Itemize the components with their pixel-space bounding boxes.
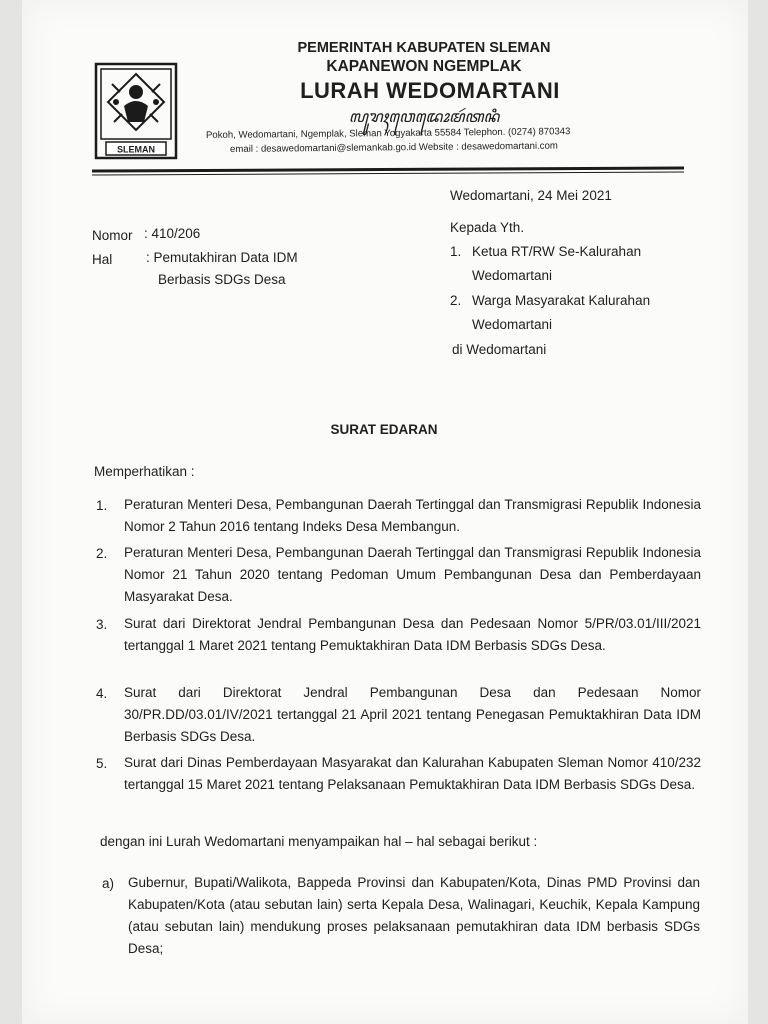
recipient-1-line2: Wedomartani [472,268,553,283]
recipient-2-line1: Warga Masyarakat Kalurahan [472,293,651,308]
nomor-value: : 410/206 [144,226,201,241]
recipient-1-line1: Ketua RT/RW Se-Kalurahan [472,244,642,259]
logo-label: SLEMAN [117,144,155,155]
office-contact: email : desawedomartani@slemankab.go.id Website : desawedomartani.com [229,140,558,155]
hal-value-line1: : Pemutakhiran Data IDM [146,250,298,265]
hal-label: Hal [92,252,113,267]
consideration-5-text: Surat dari Dinas Pemberdayaan Masyarakat dan Kalurahan Kabupaten Sleman Nomor 410/232 tertanggal 15 Maret 2021 tentang Pelaksanaan Pemuktakhiran Data IDM Berbasis SDGs Desa. [124,755,701,792]
consideration-1-num: 1. [96,498,108,513]
gov-line-2: KAPANEWON NGEMPLAK [326,58,522,75]
consideration-2-text: Peraturan Menteri Desa, Pembangunan Daerah Tertinggal dan Transmigrasi Republik Indonesia Nomor 21 Tahun 2020 tentang Pedoman Umum Pembangunan Desa dan Pemberdayaan Masyarakat Desa. [124,545,701,604]
office-address: Pokoh, Wedomartani, Ngemplak, Sleman Yogyakarta 55584 Telephon. (0274) 870343 [205,126,571,141]
consideration-4-text: Surat dari Direktorat Jendral Pembangunan Desa dan Pedesaan Nomor 30/PR.DD/03.01/IV/2021 tertanggal 21 April 2021 tentang Penegasan Pemuktakhiran Data IDM Berbasis SDGs Desa. [124,685,701,744]
recipient-2-num: 2. [450,293,462,308]
letter-title: SURAT EDARAN [330,422,438,437]
point-a-label: a) [102,876,115,891]
consideration-1-text: Peraturan Menteri Desa, Pembangunan Daerah Tertinggal dan Transmigrasi Republik Indonesia Nomor 2 Tahun 2016 tentang Indeks Desa Membangun. [124,497,701,534]
consideration-3-num: 3. [96,617,108,632]
consideration-4-num: 4. [96,686,108,701]
recipient-2-line2: Wedomartani [472,317,553,332]
consideration-5-num: 5. [96,756,108,771]
consideration-3-text: Surat dari Direktorat Jendral Pembangunan Desa dan Pedesaan Nomor 5/PR/03.01/III/2021 tertanggal 1 Maret 2021 tentang Pemuktakhiran Data IDM Berbasis SDGs Desa. [124,616,701,653]
javanese-script-title: ꦭꦸꦫꦃꦮꦺꦢꦺꦴꦩꦂꦠꦤꦶ [348,107,500,126]
consideration-2-num: 2. [96,546,108,561]
considering-label: Memperhatikan : [94,464,195,479]
nomor-label: Nomor [92,228,133,243]
date-line: Wedomartani, 24 Mei 2021 [450,188,612,203]
office-title: LURAH WEDOMARTANI [300,78,560,103]
hal-value-line2: Berbasis SDGs Desa [158,272,286,287]
statement: dengan ini Lurah Wedomartani menyampaikan hal – hal sebagai berikut : [100,834,538,849]
gov-line-1: PEMERINTAH KABUPATEN SLEMAN [297,40,551,56]
point-a-text: Gubernur, Bupati/Walikota, Bappeda Provinsi dan Kabupaten/Kota, Dinas PMD Provinsi dan Kabupaten/Kota (atau sebutan lain) serta Kepala Desa, Walinagari, Keuchik, Kepala Kampung (atau sebutan lain) mendukung proses pelaksanaan pemutakhiran data IDM berbasis SDGs Desa; [128,875,700,956]
recipient-location: di Wedomartani [452,342,547,357]
recipient-1-num: 1. [450,244,462,259]
recipient-intro: Kepada Yth. [450,220,525,235]
